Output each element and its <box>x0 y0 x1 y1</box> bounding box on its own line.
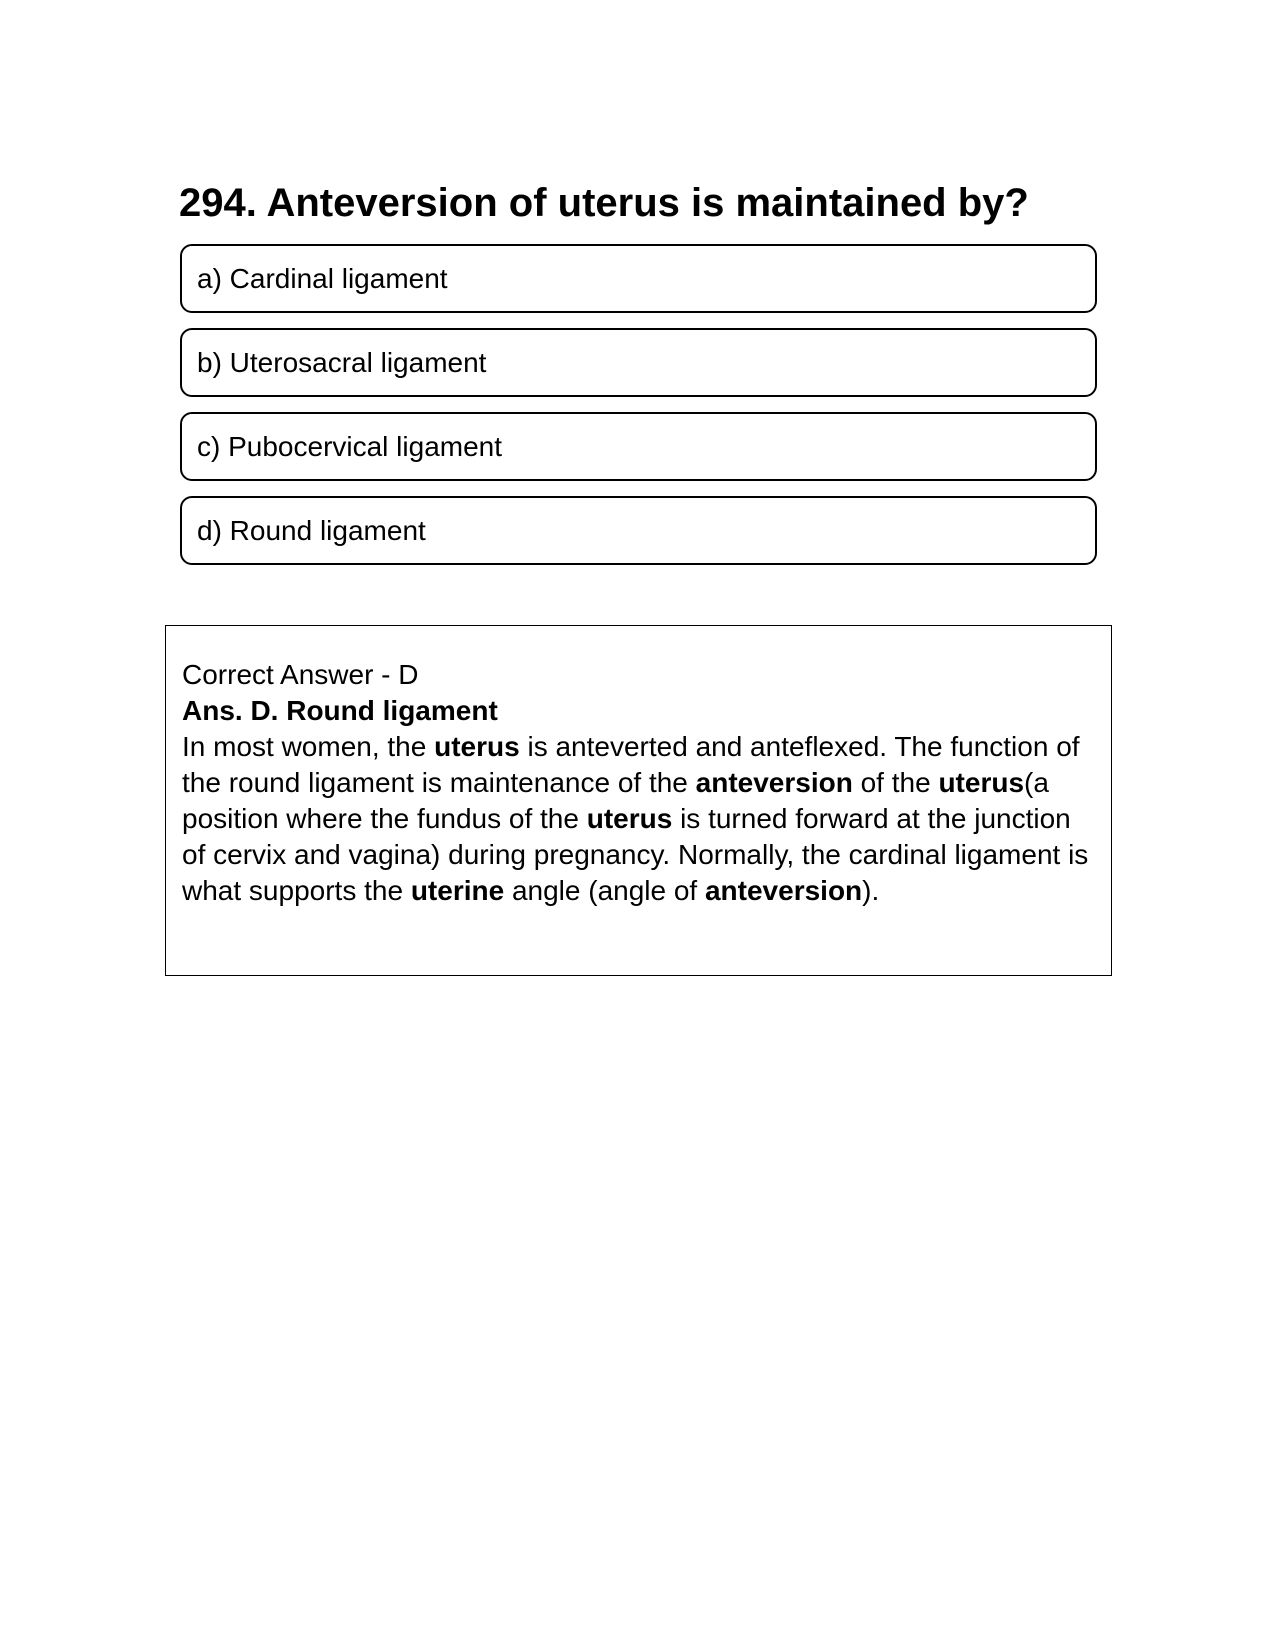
correct-answer-line: Correct Answer - D <box>182 659 419 690</box>
option-c[interactable]: c) Pubocervical ligament <box>180 412 1097 481</box>
explanation-segment: is anteverted and anteflexed. The function of the round ligament is maintenance of the <box>182 731 1080 798</box>
explanation-segment: of the <box>852 767 939 798</box>
explanation-text <box>182 729 1096 909</box>
options-list <box>180 244 1097 580</box>
answer-heading: Ans. D. Round ligament <box>182 695 498 726</box>
explanation-segment-bold: anteversion <box>695 767 853 798</box>
explanation-segment: In most women, the <box>182 731 435 762</box>
option-b[interactable]: b) Uterosacral ligament <box>180 328 1097 397</box>
explanation-segment: ). <box>862 875 880 906</box>
explanation-segment: (a position where the fundus of the <box>182 767 1049 834</box>
question-title: 294. Anteversion of uterus is maintained by? <box>179 181 1029 225</box>
explanation-segment-bold: anteversion <box>704 875 863 906</box>
explanation-segment-bold: uterus <box>586 803 673 834</box>
explanation-segment-bold: uterus <box>938 767 1025 798</box>
option-d[interactable]: d) Round ligament <box>180 496 1097 565</box>
explanation-segment: angle (angle of <box>504 875 705 906</box>
explanation-segment: is turned forward at the junction of cervix and vagina) during pregnancy. Normally, the cardinal ligament is what supports the <box>182 803 1089 906</box>
explanation-segment-bold: uterus <box>434 731 520 762</box>
answer-explanation-box <box>165 625 1112 976</box>
option-a[interactable]: a) Cardinal ligament <box>180 244 1097 313</box>
explanation-segment-bold: uterine <box>410 875 505 906</box>
